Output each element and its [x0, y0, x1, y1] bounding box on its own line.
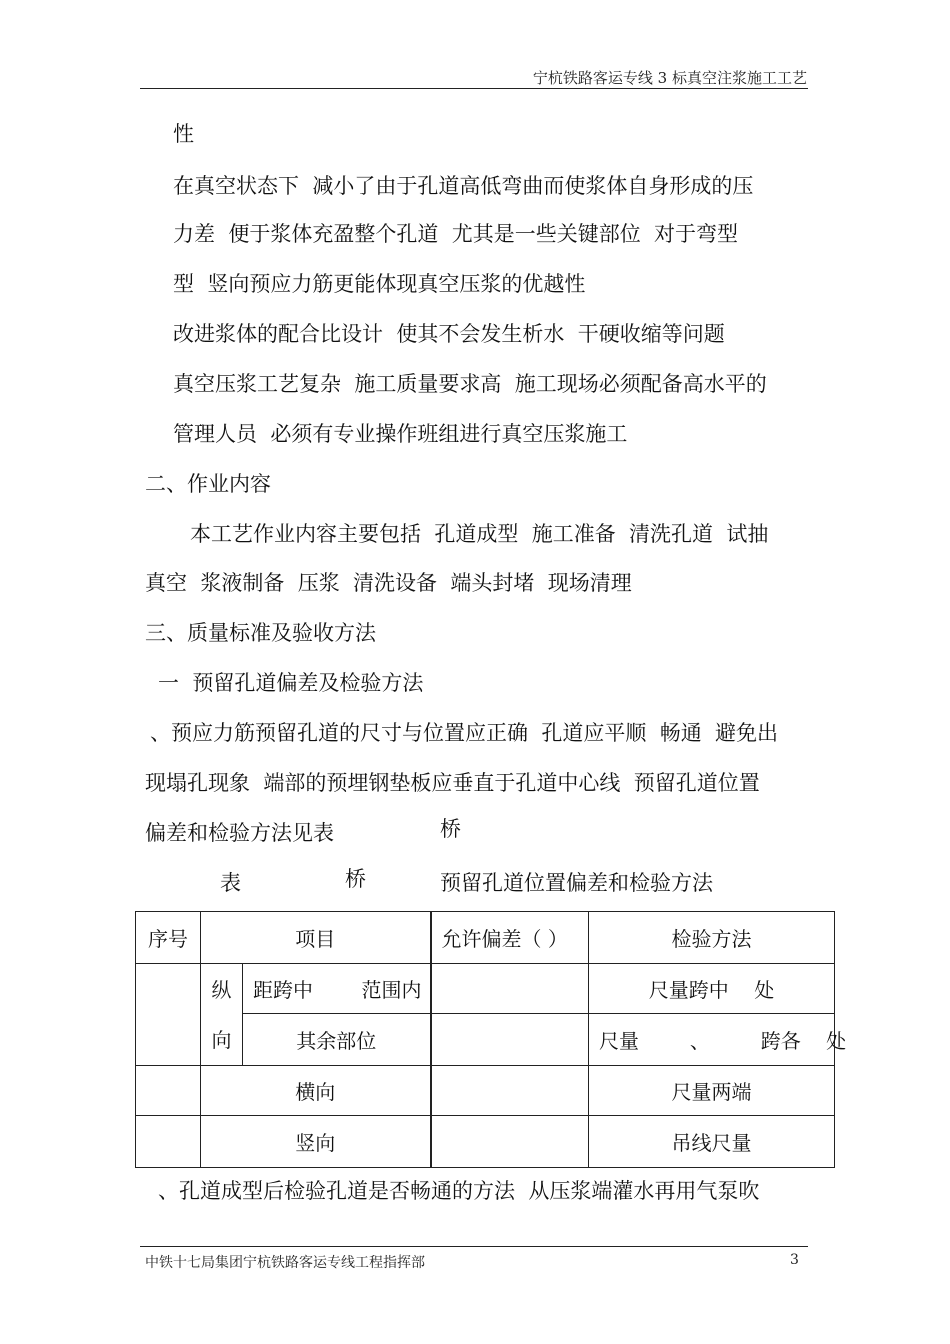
method-cell: 尺量 、 跨各 处 — [589, 1014, 835, 1066]
text-line: 、预应力筋预留孔道的尺寸与位置应正确 孔道应平顺 畅通 避免出 — [150, 721, 779, 745]
text-line: 管理人员 必须有专业操作班组进行真空压浆施工 — [173, 422, 628, 446]
header-rule — [140, 88, 808, 89]
method-cell: 尺量两端 — [589, 1066, 835, 1116]
text-line: 本工艺作业内容主要包括 孔道成型 施工准备 清洗孔道 试抽 — [190, 522, 769, 546]
item-cell: 竖向 — [201, 1116, 431, 1168]
text-line: 力差 便于浆体充盈整个孔道 尤其是一些关键部位 对于弯型 — [173, 222, 739, 246]
group-label-cell — [201, 964, 243, 1066]
row-no-cell — [136, 1116, 201, 1168]
subsection-heading: 一 预留孔道偏差及检验方法 — [158, 671, 424, 695]
item-cell: 横向 — [201, 1066, 431, 1116]
text-line: 真空 浆液制备 压浆 清洗设备 端头封堵 现场清理 — [145, 571, 632, 595]
table-row — [136, 1066, 835, 1116]
section-heading: 三、质量标准及验收方法 — [145, 621, 376, 645]
text-line: 、孔道成型后检验孔道是否畅通的方法 从压浆端灌水再用气泵吹 — [158, 1179, 760, 1203]
text-line: 真空压浆工艺复杂 施工质量要求高 施工现场必须配备高水平的 — [173, 372, 767, 396]
text-line: 桥 — [440, 817, 461, 841]
row-no-cell — [136, 964, 201, 1066]
table-caption-title: 预留孔道位置偏差和检验方法 — [440, 871, 713, 895]
tolerance-cell — [431, 1116, 589, 1168]
table-row — [136, 1116, 835, 1168]
page-number: 3 — [790, 1252, 799, 1268]
tolerance-cell — [431, 1014, 589, 1066]
header-no: 序号 — [136, 912, 201, 964]
tolerance-cell — [431, 1066, 589, 1116]
footer-org: 中铁十七局集团宁杭铁路客运专线工程指挥部 — [145, 1255, 425, 1271]
text-line: 改进浆体的配合比设计 使其不会发生析水 干硬收缩等问题 — [173, 322, 725, 346]
page-header: 宁杭铁路客运专线 3 标真空注浆施工工艺 — [532, 69, 807, 87]
group-label-top: 纵 — [211, 977, 232, 1002]
text-line: 在真空状态下 减小了由于孔道高低弯曲而使浆体自身形成的压 — [173, 174, 754, 198]
item-cell: 其余部位 — [243, 1014, 431, 1066]
item-part-b: 范围内 — [361, 978, 422, 1002]
header-method: 检验方法 — [589, 912, 835, 964]
footer-rule — [140, 1246, 808, 1247]
method-cell: 吊线尺量 — [589, 1116, 835, 1168]
tolerance-cell — [431, 964, 589, 1014]
row-no-cell — [136, 1066, 201, 1116]
table-row — [136, 964, 835, 1014]
method-cell: 尺量跨中 处 — [589, 964, 835, 1014]
section-heading: 二、作业内容 — [145, 472, 271, 496]
text-line: 性 — [173, 122, 194, 146]
group-label-bottom: 向 — [211, 1027, 232, 1052]
text-line: 型 竖向预应力筋更能体现真空压浆的优越性 — [173, 272, 586, 296]
table-caption-prefix: 表 — [220, 871, 241, 895]
header-tolerance: 允许偏差（ ） — [431, 912, 589, 964]
text-line: 偏差和检验方法见表 — [145, 821, 334, 845]
header-item: 项目 — [201, 912, 431, 964]
deviation-table — [135, 911, 847, 1168]
table-caption-code: 桥 — [345, 867, 366, 891]
text-line: 现塌孔现象 端部的预埋钢垫板应垂直于孔道中心线 预留孔道位置 — [145, 771, 760, 795]
item-cell — [243, 964, 431, 1014]
item-part-a: 距跨中 — [253, 978, 313, 1002]
